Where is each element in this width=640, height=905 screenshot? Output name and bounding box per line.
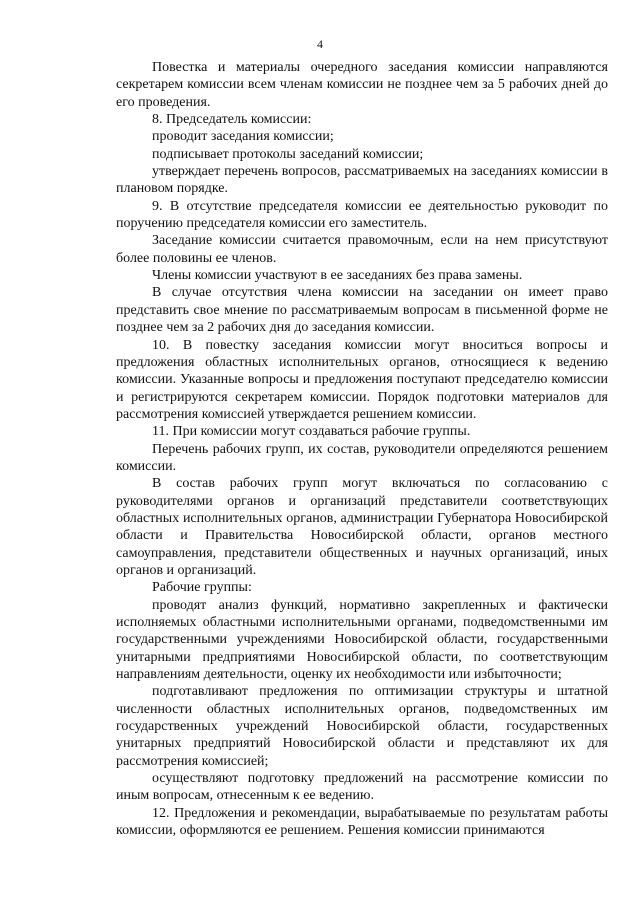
paragraph: Рабочие группы: [152,580,252,596]
paragraph: подготавливают предложения по оптимизации структуры и штатной численности областных исполнительных органов, подведомственных им государственных учреждений Новосибирской области, государственных унитарных предприятий Новосибирской области и представляют их для рассмотрения комиссией; [116,684,608,769]
paragraph: 10. В повестку заседания комиссии могут вноситься вопросы и предложения областных исполнительных органов, относящиеся к ведению комиссии. Указанные вопросы и предложения поступают председателю комиссии и регистрируются секретарем комиссии. Порядок подготовки материалов для рассмотрения комиссией утверждается решением комиссии. [116,337,608,422]
paragraph: В случае отсутствия члена комиссии на заседании он имеет право представить свое мнение по рассматриваемым вопросам в письменной форме не позднее чем за 2 рабочих дня до заседания комиссии. [116,285,608,336]
paragraph: Перечень рабочих групп, их состав, руководители определяются решением комиссии. [116,441,608,474]
paragraph: 12. Предложения и рекомендации, вырабатываемые по результатам работы комиссии, оформляются ее решением. Решения комиссии принимаются [116,805,608,839]
paragraph: Заседание комиссии считается правомочным, если на нем присутствуют более половины ее членов. [116,233,608,266]
paragraph: В состав рабочих групп могут включаться по согласованию с руководителями органов и организаций представители соответствующих областных исполнительных органов, администрации Губернатора Новосибирской области и Правительства Новосибирской области, органов местного самоуправления, представители общественных и научных организаций, иных органов и организаций. [116,476,608,578]
document-body [116,59,608,839]
paragraph: проводят анализ функций, нормативно закрепленных и фактически исполняемых областными исполнительными органами, подведомственными им государственными учреждениями Новосибирской области, государственными унитарными предприятиями Новосибирской области, по соответствующим направлениям деятельности, оценку их необходимости или избыточности; [116,597,608,683]
paragraph: Члены комиссии участвуют в ее заседаниях без права замены. [152,268,523,284]
paragraph: Повестка и материалы очередного заседания комиссии направляются секретарем комиссии всем членам комиссии не позднее чем за 5 рабочих дней до его проведения. [116,60,608,110]
paragraph: 8. Председатель комиссии: [152,112,312,128]
paragraph: подписывает протоколы заседаний комиссии; [152,146,424,162]
paragraph: осуществляют подготовку предложений на рассмотрение комиссии по иным вопросам, отнесенным к ее ведению. [116,771,608,804]
page-number: 4 [317,37,323,51]
paragraph: утверждает перечень вопросов, рассматриваемых на заседаниях комиссии в плановом порядке. [116,164,608,197]
paragraph: проводит заседания комиссии; [152,129,334,145]
paragraph: 9. В отсутствие председателя комиссии ее деятельностью руководит по поручению председателя комиссии его заместитель. [116,198,608,232]
paragraph: 11. При комиссии могут создаваться рабочие группы. [152,424,471,440]
